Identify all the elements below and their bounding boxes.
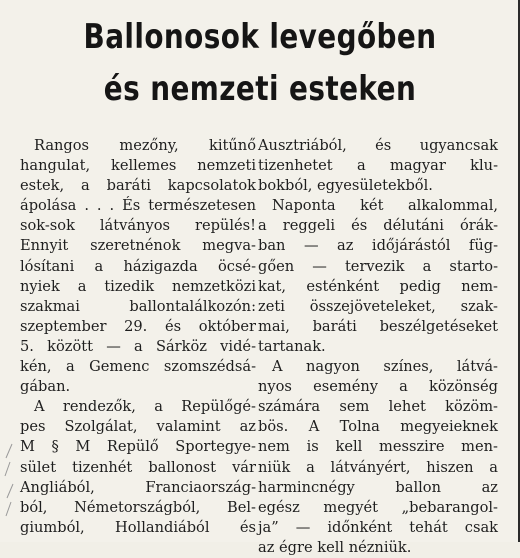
text-line: Ennyit szeretnénok megva-: [20, 237, 256, 255]
text-line: az égre kell nézniük.: [258, 538, 412, 556]
text-line: gően — tervezik a starto-: [258, 257, 498, 275]
text-line: egész megyét „bebarangol-: [258, 498, 498, 516]
text-line: 5. között — a Sárköz vidé-: [20, 337, 256, 355]
text-line: nyiek a tizedik nemzetközi: [20, 277, 256, 295]
text-line: A nagyon színes, látvá-: [272, 358, 498, 376]
text-line: tartanak.: [258, 337, 326, 355]
text-line: lósítani a házigazda öcsé-: [20, 257, 256, 275]
text-line: szakmai ballontalálkozón:: [20, 297, 256, 315]
headline-line-2: és nemzeti esteken: [103, 69, 417, 109]
text-line: számára sem lehet közöm-: [258, 398, 498, 416]
text-line: harmincnégy ballon az: [258, 478, 498, 496]
text-line: gában.: [20, 378, 71, 396]
left-column: [20, 136, 256, 538]
text-line: a reggeli és délutáni órák-: [258, 217, 498, 235]
text-line: nem is kell messzire men-: [258, 438, 498, 456]
text-line: kén, a Gemenc szomszédsá-: [20, 358, 256, 376]
headline: [0, 14, 520, 112]
text-line: bokból, egyesületekből.: [258, 177, 433, 195]
text-line: hangulat, kellemes nemzeti: [20, 157, 256, 175]
text-line: Rangos mezőny, kitűnő: [34, 137, 256, 154]
column-divider: [246, 138, 247, 522]
text-line: pes Szolgálat, valamint az: [20, 418, 256, 436]
text-line: ból, Németországból, Bel-: [20, 498, 256, 516]
text-line: A rendezők, a Repülőgé-: [34, 398, 256, 416]
text-line: ja” — időnként tehát csak: [258, 518, 498, 536]
right-column: [258, 136, 498, 558]
text-line: M § M Repülő Sportegye-: [20, 438, 256, 456]
text-line: sok-sok látványos repülés!: [20, 217, 256, 235]
text-line: nyos esemény a közönség: [258, 378, 498, 396]
text-line: niük a látványért, hiszen a: [258, 458, 498, 476]
text-line: mai, baráti beszélgetéseket: [258, 317, 498, 335]
text-line: estek, a baráti kapcsolatok: [20, 177, 256, 195]
text-line: ápolása . . . És természetesen: [20, 197, 256, 215]
torn-edge-marks: [2, 440, 18, 520]
text-line: tizenhetet a magyar klu-: [258, 157, 498, 175]
text-line: zeti összejöveteleket, szak-: [258, 297, 498, 315]
text-line: sület tizenhét ballonost vár: [20, 458, 256, 476]
text-line: Angliából, Franciaország-: [20, 478, 256, 496]
text-line: bös. A Tolna megyeieknek: [258, 418, 498, 436]
text-line: szeptember 29. és október: [20, 317, 256, 335]
headline-line-1: Ballonosok levegőben: [83, 17, 437, 57]
text-line: kat, esténként pedig nem-: [258, 277, 498, 295]
text-line: ban — az időjárástól füg-: [258, 237, 498, 255]
text-line: Ausztriából, és ugyancsak: [258, 137, 498, 154]
text-line: giumból, Hollandiából és: [20, 518, 256, 536]
text-line: Naponta két alkalommal,: [272, 197, 498, 215]
